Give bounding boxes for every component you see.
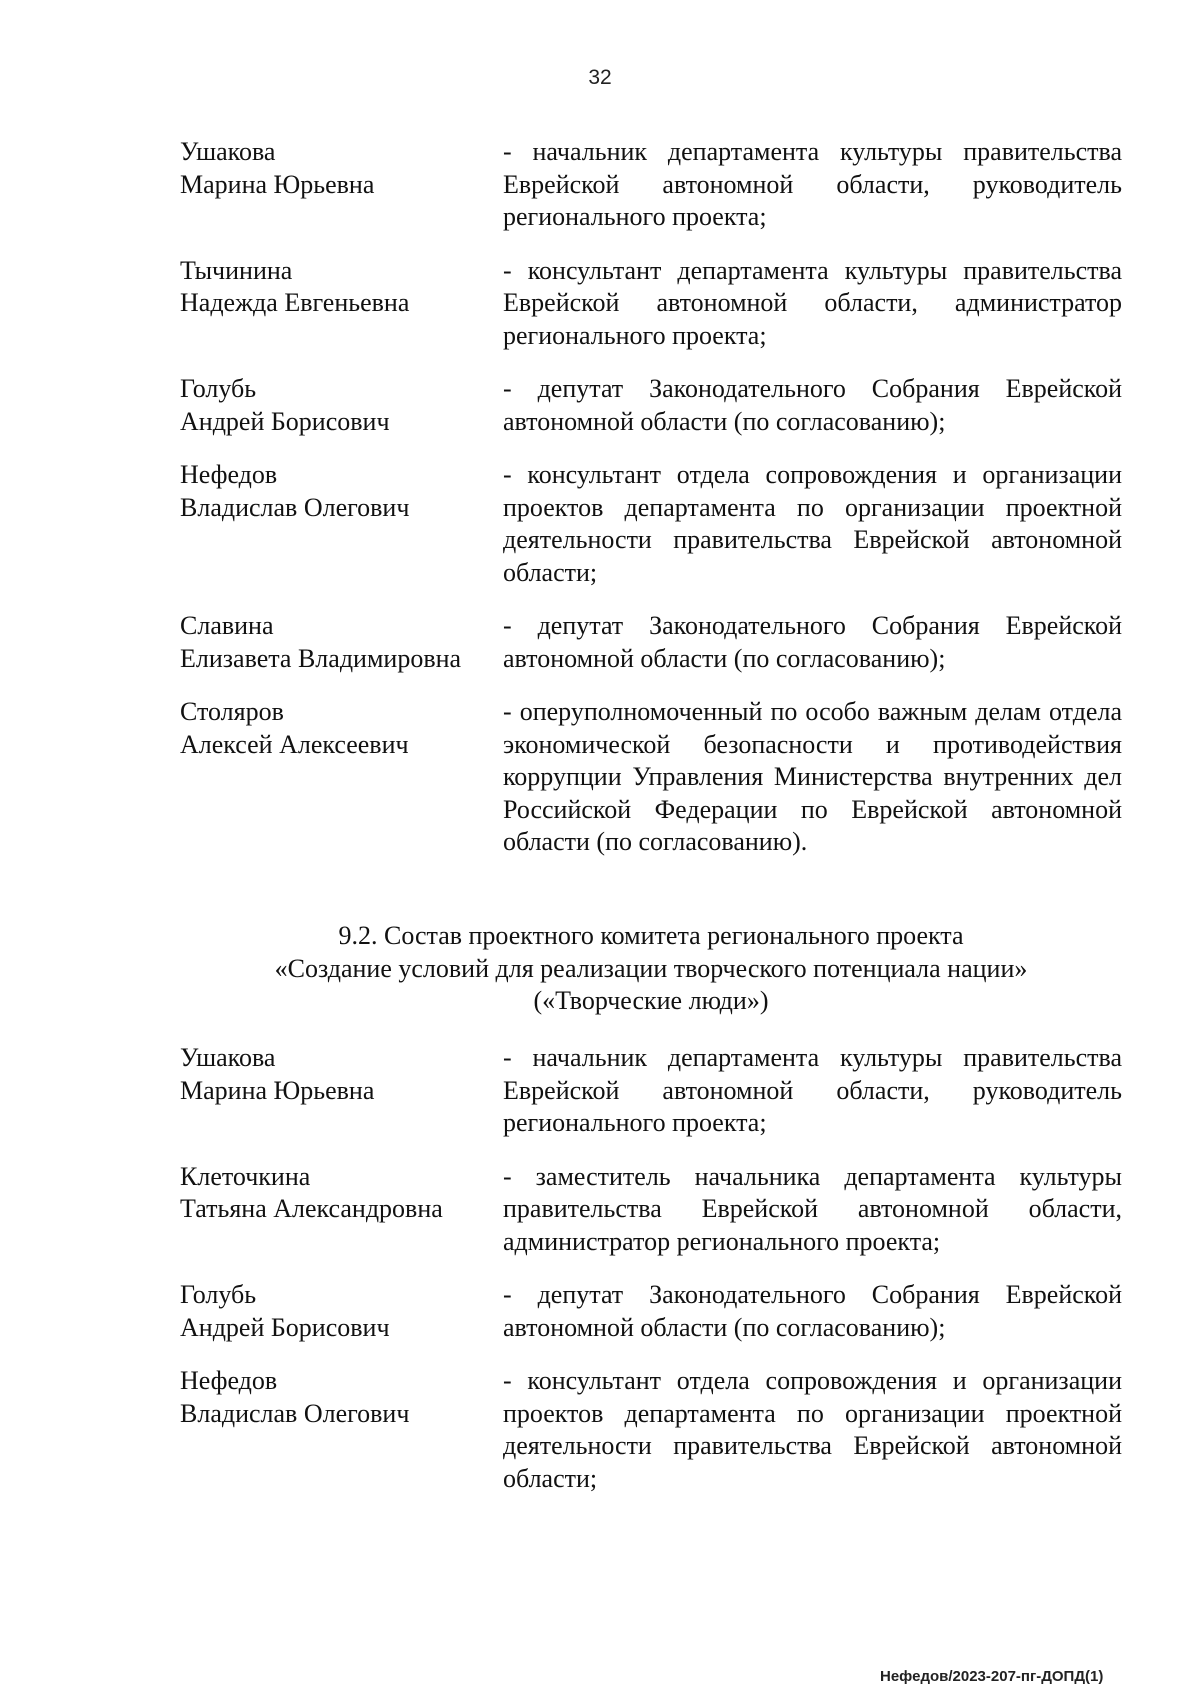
member-name — [180, 1042, 503, 1140]
document-code-footer: Нефедов/2023-207-пг-ДОПД(1) — [880, 1668, 1104, 1685]
member-entry — [180, 459, 1122, 589]
member-given-name: Владислав Олегович — [180, 1398, 410, 1428]
member-role: - оперуполномоченный по особо важным делам отдела экономической безопасности и противодействия коррупции Управления Министерства внутренних дел Российской Федерации по Еврейской автономной области (по согласованию). — [503, 697, 1122, 856]
member-given-name: Владислав Олегович — [180, 492, 410, 522]
member-entry — [180, 696, 1122, 859]
member-name — [180, 610, 503, 675]
member-surname: Голубь — [180, 1280, 257, 1309]
section-heading-line: 9.2. Состав проектного комитета регионального проекта — [338, 921, 964, 950]
member-given-name: Надежда Евгеньевна — [180, 288, 410, 317]
member-given-name: Марина Юрьевна — [180, 169, 375, 199]
section-heading-line: («Творческие люди») — [533, 986, 769, 1015]
member-role: - депутат Законодательного Собрания Еврейской автономной области (по согласованию); — [503, 611, 1122, 673]
member-given-name: Татьяна Александровна — [180, 1194, 443, 1223]
member-name — [180, 255, 503, 353]
section-heading-line: «Создание условий для реализации творческого потенциала нации» — [274, 953, 1028, 983]
member-surname: Славина — [180, 611, 274, 640]
member-role: - депутат Законодательного Собрания Еврейской автономной области (по согласованию); — [503, 374, 1122, 436]
member-entry — [180, 136, 1122, 234]
member-role: - консультант отдела сопровождения и организации проектов департамента по организации проектной деятельности правительства Еврейской автономной области; — [503, 1366, 1122, 1493]
member-name — [180, 373, 503, 438]
member-surname: Клеточкина — [180, 1161, 311, 1191]
member-role: - депутат Законодательного Собрания Еврейской автономной области (по согласованию); — [503, 1280, 1122, 1342]
member-role: - начальник департамента культуры правительства Еврейской автономной области, руководитель регионального проекта; — [503, 137, 1122, 231]
member-name — [180, 1161, 503, 1259]
member-entry — [180, 1042, 1122, 1140]
member-entry — [180, 255, 1122, 353]
member-name — [180, 136, 503, 234]
member-surname: Тычинина — [180, 255, 293, 285]
member-surname: Голубь — [180, 374, 257, 403]
member-role: - заместитель начальника департамента культуры правительства Еврейской автономной области, администратор регионального проекта; — [503, 1161, 1122, 1256]
member-surname: Нефедов — [180, 1366, 278, 1395]
member-entry — [180, 1365, 1122, 1495]
member-given-name: Алексей Алексеевич — [180, 729, 409, 759]
member-given-name: Елизавета Владимировна — [180, 643, 462, 673]
member-name — [180, 696, 503, 859]
member-given-name: Марина Юрьевна — [180, 1075, 375, 1105]
member-name — [180, 459, 503, 589]
member-entry — [180, 1279, 1122, 1344]
member-name — [180, 1279, 503, 1344]
committee-list-previous — [180, 136, 1122, 880]
member-role: - консультант департамента культуры правительства Еврейской автономной области, администратор регионального проекта; — [503, 255, 1122, 350]
member-surname: Столяров — [180, 697, 284, 726]
member-given-name: Андрей Борисович — [180, 1312, 390, 1342]
member-role: - консультант отдела сопровождения и организации проектов департамента по организации проектной деятельности правительства Еврейской автономной области; — [503, 460, 1122, 587]
committee-list-creative-people — [180, 1042, 1122, 1516]
member-entry — [180, 1161, 1122, 1259]
member-surname: Ушакова — [180, 137, 276, 166]
member-role: - начальник департамента культуры правительства Еврейской автономной области, руководитель регионального проекта; — [503, 1043, 1122, 1137]
member-name — [180, 1365, 503, 1495]
section-heading — [180, 920, 1122, 1018]
member-surname: Нефедов — [180, 460, 278, 489]
member-surname: Ушакова — [180, 1043, 276, 1072]
page-number: 32 — [588, 66, 612, 89]
member-entry — [180, 373, 1122, 438]
member-given-name: Андрей Борисович — [180, 406, 390, 436]
member-entry — [180, 610, 1122, 675]
